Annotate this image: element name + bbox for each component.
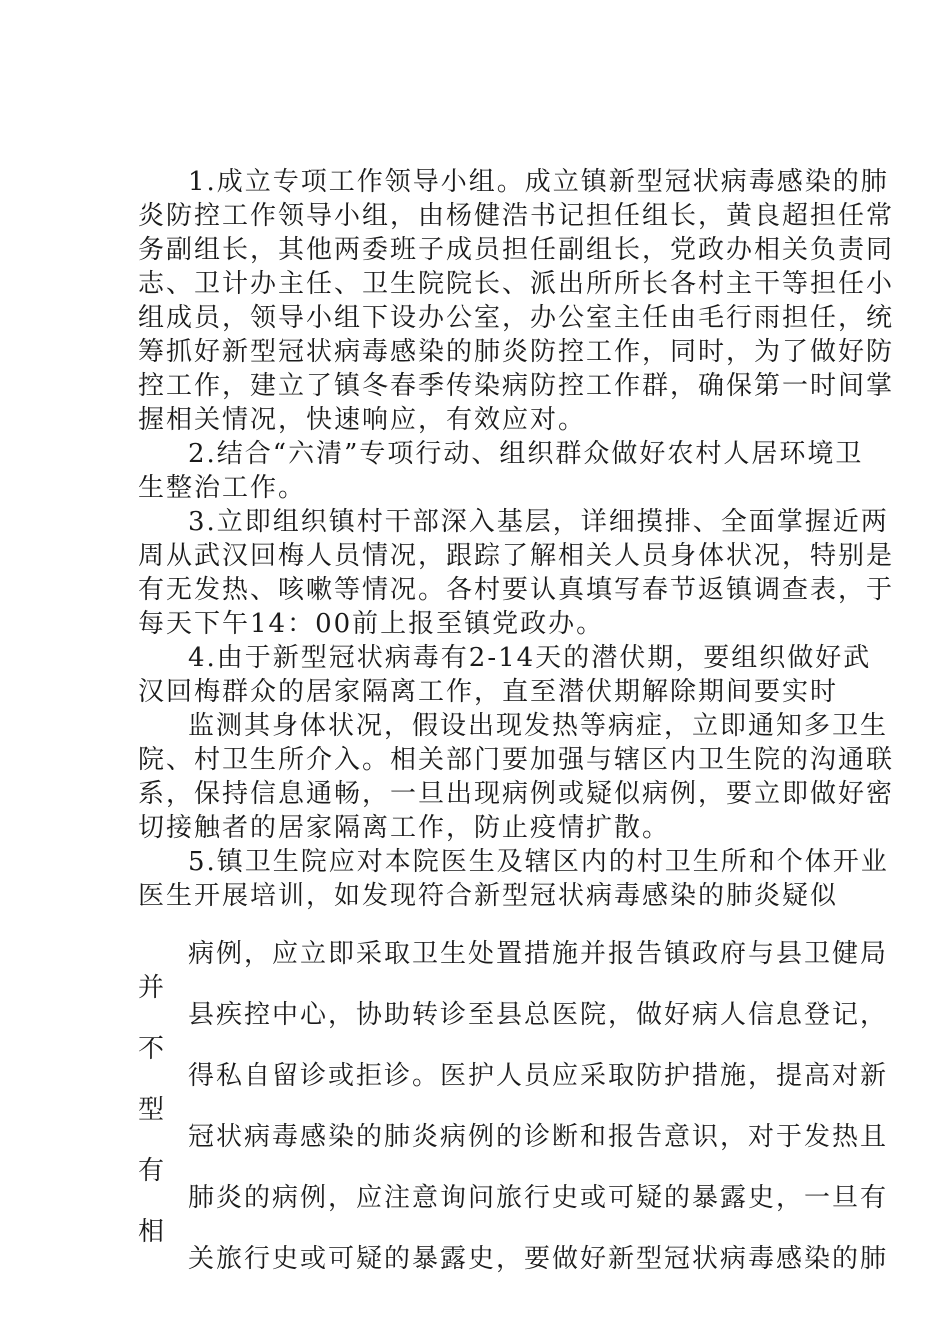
text-line: 切接触者的居家隔离工作，防止疫情扩散。 [138,813,671,843]
text-line: 3.立即组织镇村干部深入基层，详细摸排、全面掌握近两 [188,507,889,537]
text-line: 监测其身体状况，假设出现发热等病症，立即通知多卫生 [188,711,889,741]
text-line: 每天下午14：00前上报至镇党政办。 [138,609,605,639]
text-line: 炎防控工作领导小组，由杨健浩书记担任组长，黄良超担任常 [138,201,895,231]
text-line: 汉回梅群众的居家隔离工作，直至潜伏期解除期间要实时 [138,677,839,707]
text-line: 型 [138,1095,167,1125]
text-line: 县疾控中心，协助转诊至县总医院，做好病人信息登记， [188,1000,889,1030]
text-line: 4.由于新型冠状病毒有2-14天的潜伏期，要组织做好武 [188,643,872,673]
text-line: 得私自留诊或拒诊。医护人员应采取防护措施，提高对新 [188,1061,889,1091]
text-line: 病例，应立即采取卫生处置措施并报告镇政府与县卫健局 [188,939,889,969]
text-line: 志、卫计办主任、卫生院院长、派出所所长各村主干等担任小 [138,269,895,299]
text-line: 周从武汉回梅人员情况，跟踪了解相关人员身体状况，特别是 [138,541,895,571]
text-line: 冠状病毒感染的肺炎病例的诊断和报告意识，对于发热且 [188,1122,889,1152]
text-line: 院、村卫生所介入。相关部门要加强与辖区内卫生院的沟通联 [138,745,895,775]
text-line: 并 [138,973,167,1003]
text-line: 握相关情况，快速响应，有效应对。 [138,405,587,435]
text-line: 务副组长，其他两委班子成员担任副组长，党政办相关负责同 [138,235,895,265]
text-line: 有无发热、咳嗽等情况。各村要认真填写春节返镇调查表，于 [138,575,895,605]
text-line: 2.结合“六清”专项行动、组织群众做好农村人居环境卫 [188,439,864,469]
text-line: 控工作，建立了镇冬春季传染病防控工作群，确保第一时间掌 [138,371,895,401]
text-line: 系，保持信息通畅，一旦出现病例或疑似病例，要立即做好密 [138,779,895,809]
text-line: 不 [138,1034,167,1064]
text-line: 生整治工作。 [138,473,307,503]
text-line: 有 [138,1156,167,1186]
text-line: 肺炎的病例，应注意询问旅行史或可疑的暴露史，一旦有 [188,1183,889,1213]
text-line: 关旅行史或可疑的暴露史，要做好新型冠状病毒感染的肺 [188,1244,889,1274]
text-line: 筹抓好新型冠状病毒感染的肺炎防控工作，同时，为了做好防 [138,337,895,367]
text-line: 1.成立专项工作领导小组。成立镇新型冠状病毒感染的肺 [188,167,889,197]
text-line: 相 [138,1217,167,1247]
text-line: 5.镇卫生院应对本院医生及辖区内的村卫生所和个体开业 [188,847,889,877]
text-line: 医生开展培训，如发现符合新型冠状病毒感染的肺炎疑似 [138,881,839,911]
text-line: 组成员，领导小组下设办公室，办公室主任由毛行雨担任，统 [138,303,895,333]
